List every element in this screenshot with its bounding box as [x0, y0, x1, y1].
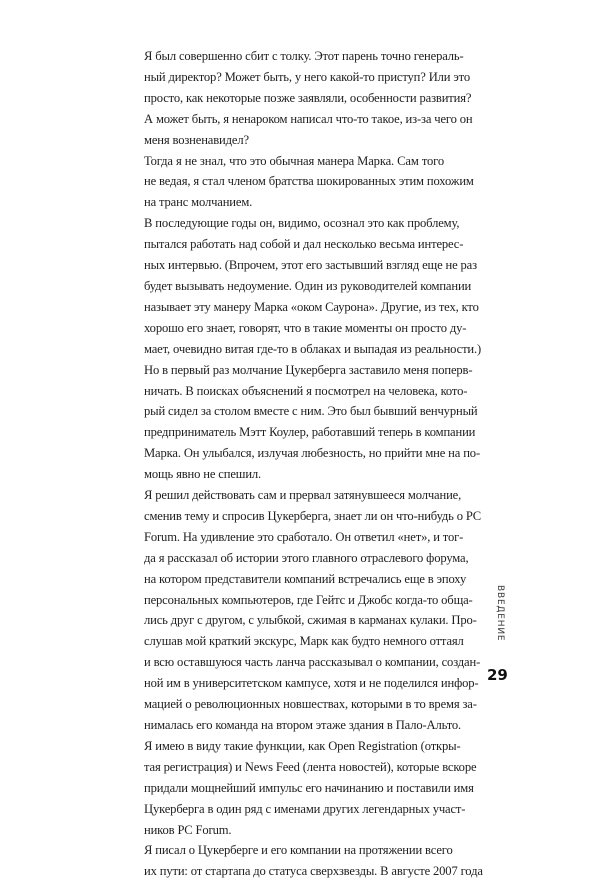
- text-line: на котором представители компаний встречались еще в эпоху: [144, 571, 467, 586]
- text-line: мацией о революционных новшествах, которыми в то время за-: [144, 697, 477, 712]
- paragraph-1: [118, 46, 473, 151]
- text-line: Я имею в виду такие функции, как Open Registration (откры-: [144, 738, 461, 753]
- paragraph-5: [118, 840, 483, 882]
- text-line: А может быть, я ненароком написал что-то такое, из-за чего он: [144, 111, 473, 126]
- text-line: лись друг с другом, с улыбкой, сжимая в карманах кулаки. Про-: [144, 613, 477, 628]
- text-line: В последующие годы он, видимо, осознал это как проблему,: [144, 216, 460, 231]
- text-line: да я рассказал об истории этого главного отраслевого форума,: [144, 550, 469, 565]
- text-line: Цукерберга в один ряд с именами других легендарных участ-: [144, 801, 466, 816]
- text-line: мощь явно не спешил.: [144, 467, 262, 482]
- text-line: и всю оставшуюся часть ланча рассказывал о компании, создан-: [144, 655, 481, 670]
- text-line: предприниматель Мэтт Коулер, работавший теперь в компании: [144, 425, 476, 440]
- body-text: [118, 46, 483, 882]
- text-line: придали мощнейший импульс его начинанию и поставили имя: [144, 780, 474, 795]
- text-line: просто, как некоторые позже заявляли, особенности развития?: [144, 90, 472, 105]
- text-line: меня возненавидел?: [144, 132, 249, 147]
- text-line: будет вызывать недоумение. Один из руководителей компании: [144, 278, 472, 293]
- text-line: ничать. В поисках объяснений я посмотрел на человека, кото-: [144, 383, 468, 398]
- running-header-section: ВВЕДЕНИЕ: [495, 585, 505, 642]
- paragraph-3: [118, 213, 482, 485]
- text-line: хорошо его знает, говорят, что в такие моменты он просто ду-: [144, 320, 467, 335]
- text-line: Я решил действовать сам и прервал затянувшееся молчание,: [144, 488, 462, 503]
- text-line: ной им в университетском кампусе, хотя и не поделился инфор-: [144, 676, 479, 691]
- text-line: ных интервью. (Впрочем, этот его застывший взгляд еще не раз: [144, 258, 477, 273]
- text-line: сменив тему и спросив Цукерберга, знает ли он что-нибудь о PC: [144, 508, 482, 523]
- text-line: не ведая, я стал членом братства шокированных этим похожим: [144, 174, 474, 189]
- text-line: рый сидел за столом вместе с ним. Это был бывший венчурный: [144, 404, 478, 419]
- text-line: Марка. Он улыбался, излучая любезность, но прийти мне на по-: [144, 446, 480, 461]
- text-line: мает, очевидно витая где-то в облаках и выпадая из реальности.): [144, 341, 482, 356]
- text-line: Forum. На удивление это сработало. Он ответил «нет», и тог-: [144, 529, 464, 544]
- text-line: называет эту манеру Марка «оком Саурона». Другие, из тех, кто: [144, 299, 479, 314]
- text-line: тая регистрация) и News Feed (лента новостей), которые вскоре: [144, 759, 477, 774]
- text-line: ный директор? Может быть, у него какой-то приступ? Или это: [144, 69, 470, 84]
- paragraph-4: [118, 485, 482, 840]
- text-line: Я писал о Цукерберге и его компании на протяжении всего: [144, 843, 453, 858]
- text-line: Тогда я не знал, что это обычная манера Марка. Сам того: [144, 153, 444, 168]
- text-line: Я был совершенно сбит с толку. Этот парень точно генераль-: [144, 49, 464, 63]
- page-number: 29: [487, 666, 508, 684]
- text-line: ников PC Forum.: [144, 822, 232, 837]
- text-line: пытался работать над собой и дал несколько весьма интерес-: [144, 237, 464, 252]
- text-line: Но в первый раз молчание Цукерберга заставило меня поперв-: [144, 362, 473, 377]
- text-line: их пути: от стартапа до статуса сверхзвезды. В августе 2007 года: [144, 864, 483, 879]
- text-line: слушав мой краткий экскурс, Марк как будто немного оттаял: [144, 634, 464, 649]
- paragraph-2: [118, 151, 474, 214]
- text-line: персональных компьютеров, где Гейтс и Джобс когда-то обща-: [144, 592, 473, 607]
- text-line: на транс молчанием.: [144, 195, 253, 210]
- text-line: нималась его команда на втором этаже здания в Пало-Альто.: [144, 718, 462, 732]
